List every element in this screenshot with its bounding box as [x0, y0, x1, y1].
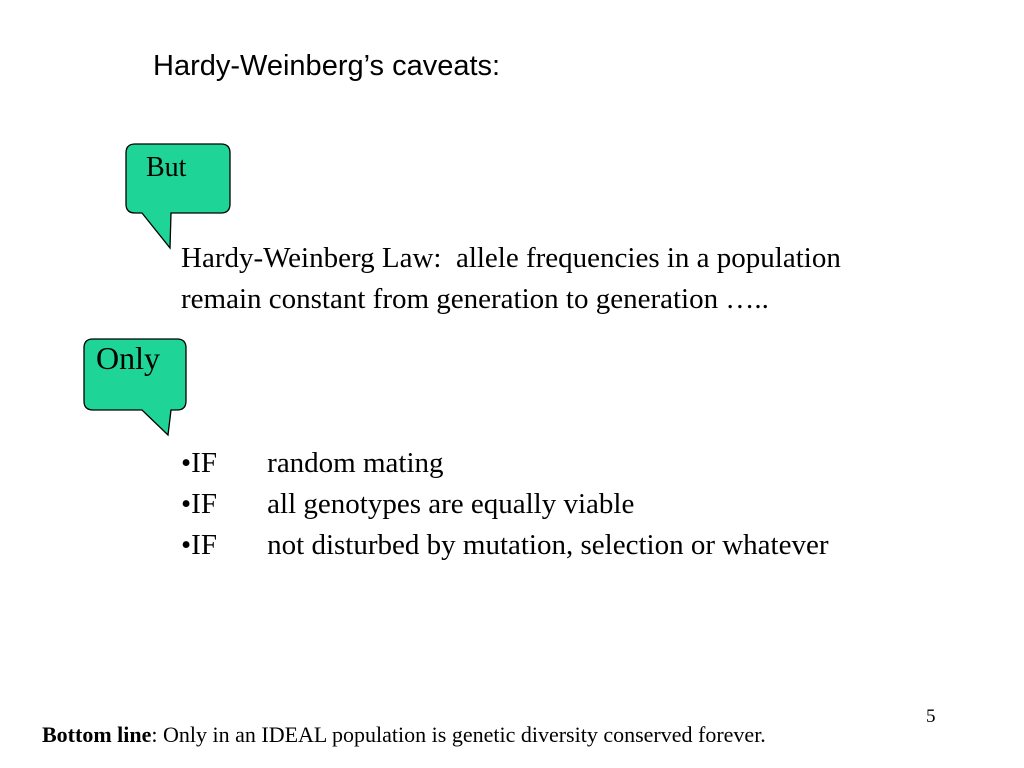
callout-but — [126, 144, 232, 250]
callout-only-label: Only — [96, 340, 160, 376]
condition-text: not disturbed by mutation, selection or whatever — [267, 529, 829, 561]
bullet: • — [181, 488, 192, 520]
conditions-list — [181, 443, 829, 566]
callout-only — [84, 339, 190, 439]
law-line-1: Hardy-Weinberg Law: allele frequencies in a population — [181, 242, 841, 274]
hardy-weinberg-law — [181, 238, 841, 320]
condition-keyword: IF — [191, 529, 217, 561]
bottom-line — [42, 722, 766, 748]
list-item — [181, 525, 829, 566]
condition-text: random mating — [267, 447, 444, 479]
bottom-line-label: Bottom line — [42, 722, 152, 747]
callout-but-label: But — [146, 152, 187, 183]
bottom-line-text: : Only in an IDEAL population is genetic diversity conserved forever. — [151, 722, 766, 747]
page-number: 5 — [926, 706, 936, 727]
condition-text: all genotypes are equally viable — [267, 488, 635, 520]
list-item — [181, 484, 829, 525]
bullet: • — [181, 529, 192, 561]
law-line-2: remain constant from generation to generation ….. — [181, 283, 769, 315]
condition-keyword: IF — [191, 447, 217, 479]
bullet: • — [181, 447, 192, 479]
slide-title: Hardy-Weinberg’s caveats: — [153, 50, 501, 82]
list-item — [181, 443, 829, 484]
condition-keyword: IF — [191, 488, 217, 520]
